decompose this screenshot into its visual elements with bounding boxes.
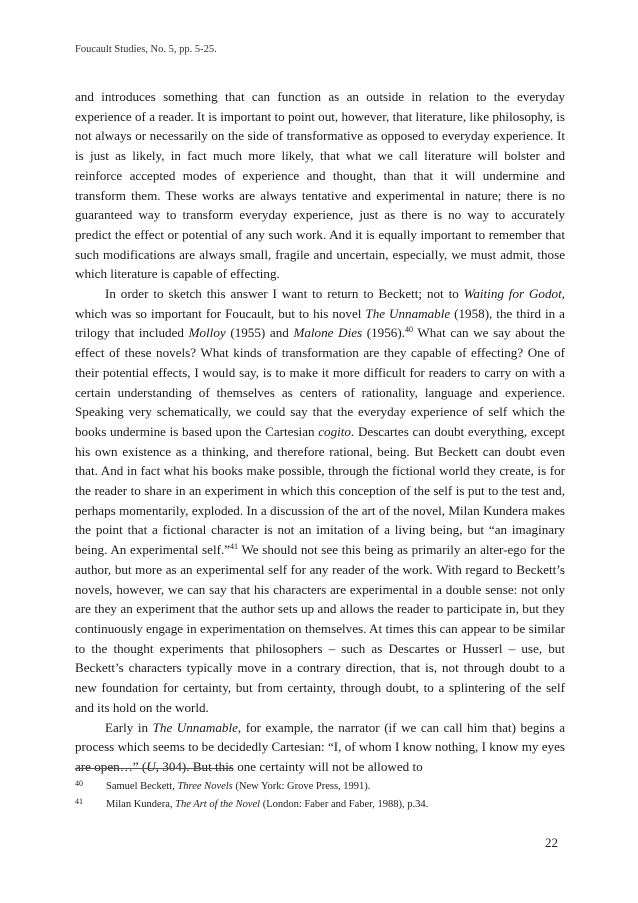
title-italic: Malone Dies bbox=[293, 325, 363, 341]
running-head: Foucault Studies, No. 5, pp. 5-25. bbox=[75, 44, 217, 55]
title-italic: Molloy bbox=[188, 325, 226, 341]
title-italic: The Unnamable bbox=[365, 305, 451, 321]
footnote-number: 40 bbox=[75, 779, 83, 788]
footnote-ref: 41 bbox=[230, 542, 239, 552]
page-number: 22 bbox=[545, 835, 558, 850]
paragraph: In order to sketch this answer I want to return to Beckett; not to Waiting for Godot, which was so important for Foucault, but to his novel The Unnamable (1958), the third in a trilogy that included Molloy (1955) and Malone Dies (1956).$^{40}$ What can we say about the effect of these novels? What kinds of transformation are they capable of effecting? One of their potential effects, I would say, is to make it more difficult for readers to carry on with a certain understanding of themselves as centers of rationality, language and experience. Speaking very schematically, we could say that the everyday experience of self which the books undermine is based upon the Cartesian cogito. Descartes can doubt everything, except his own existence as a thinking, and therefore rational, being. But Beckett can doubt even that. And in fact what his books make possible, through the fictional world they create, is for the reader to share in an experiment in which this conception of the self is put to the test and, perhaps momentarily, exploded. In a discussion of the art of the novel, Milan Kundera makes the point that a fictional character is not an imitation of a living being, but “an imaginary being. An experimental self.”$^{41}$ We should not see this being as primarily an alter-ego for the author, but more as an experimental self for any reader of the work. With regard to Beckett’s novels, however, we can say that his characters are experimental in a double sense: not only are they an experiment that the author sets up and allows the reader to participate in, but they continuously engage in experimentation on themselves. At times this can appear to be similar to the thought experiments that philosophers – such as Descartes or Husserl – use, but Beckett’s characters typically move in a contrary direction, that is, not through doubt to a new foundation for certainty, but from certainty, through doubt, to a splintering of the self and its hold on the world. bbox=[75, 286, 565, 715]
title-italic: The Unnamable bbox=[152, 719, 238, 735]
paragraph: Early in The Unnamable, for example, the narrator (if we can call him that) begins a process which seems to be decidedly Cartesian: “I, of whom I know nothing, I know my eyes are open…” (U, 304). But this one certainty will not be allowed to bbox=[75, 719, 566, 774]
footnote-ref: 40 bbox=[404, 325, 413, 335]
abbrev-italic: U bbox=[146, 758, 156, 774]
paragraph: and introduces something that can function as an outside in relation to the everyday experience of a reader. It is important to point out, however, that literature, like philosophy, is not always or necessarily on the side of transformative as opposed to everyday experience. It is just as likely, in fact much more likely, that what we call literature will bolster and reinforce accepted modes of experience and thought, than that it will undermine and transform them. These works are always tentative and experimental in nature; there is no guaranteed way to transform everyday experience, just as there is no way to accurately predict the effect or potential of any such work. And it is equally important to remember that such modifications are always small, fragile and uncertain, especially, we must admit, those which literature is capable of effecting. bbox=[75, 89, 565, 282]
footnote-number: 41 bbox=[75, 797, 83, 806]
footnote: 40 Samuel Beckett, Three Novels (New York: Grove Press, 1991). bbox=[75, 779, 371, 792]
footnote-rule bbox=[75, 768, 232, 769]
body-text bbox=[75, 87, 565, 777]
footnote: 41 Milan Kundera, The Art of the Novel (London: Faber and Faber, 1988), p.34. bbox=[75, 797, 429, 810]
term-italic: cogito bbox=[318, 423, 351, 439]
title-italic: Waiting for Godot bbox=[463, 286, 562, 302]
